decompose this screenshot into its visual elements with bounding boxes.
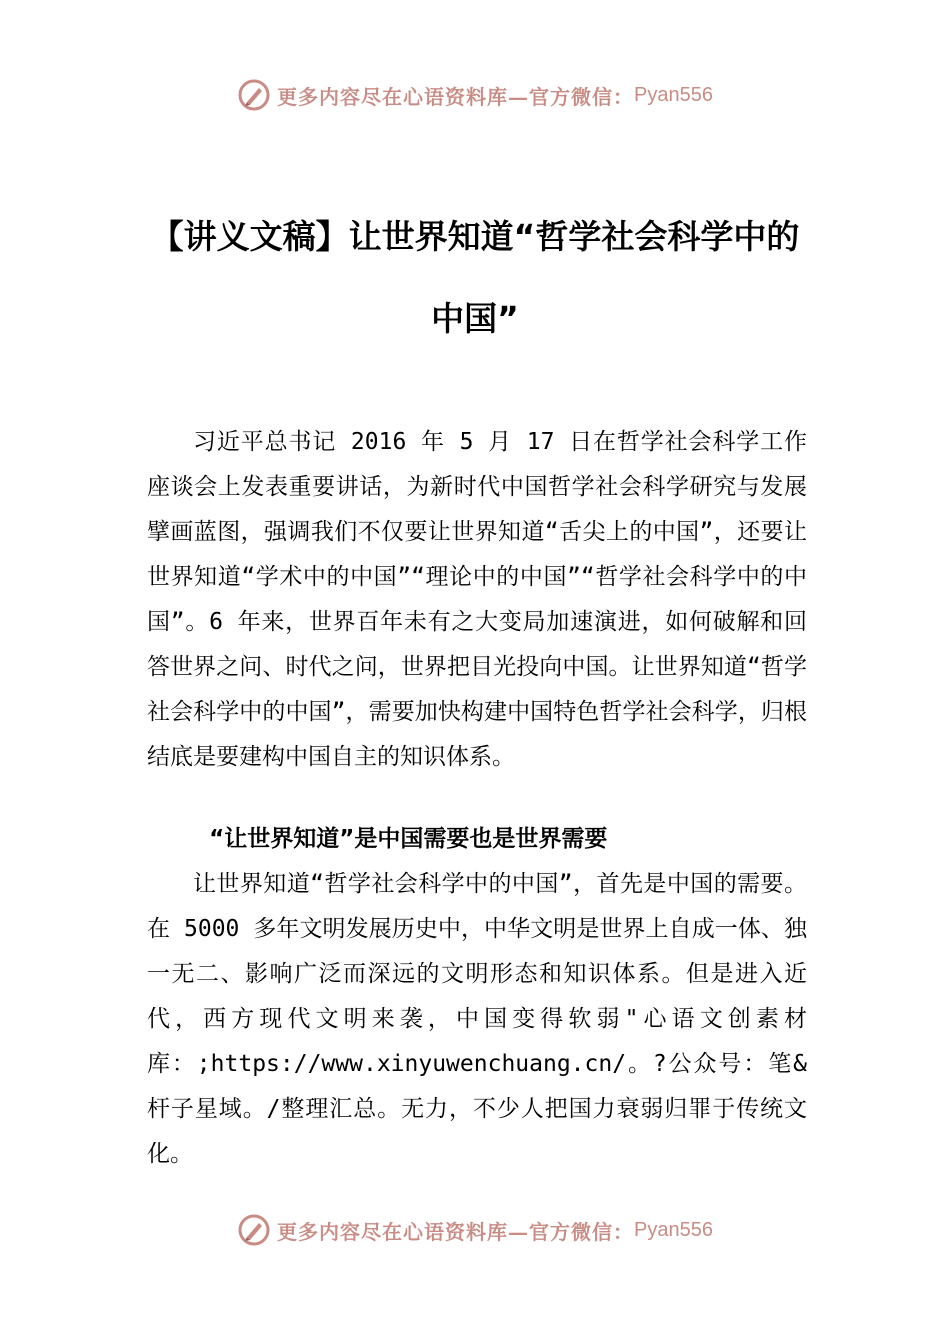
- footer-banner: [0, 1210, 950, 1250]
- pen-logo-icon: [237, 78, 271, 112]
- paragraph-2: [147, 862, 807, 1177]
- footer-banner-id: Pyan556: [634, 1218, 713, 1241]
- header-banner: [0, 75, 950, 115]
- footer-banner-text: 更多内容尽在心语资料库—官方微信：: [277, 1219, 635, 1244]
- paragraph-1: [147, 420, 807, 780]
- document-title: 【讲义文稿】让世界知道“哲学社会科学中的中国”: [150, 217, 800, 338]
- pen-logo-icon: [237, 1213, 271, 1247]
- subheading: “让世界知道”是中国需要也是世界需要: [209, 826, 608, 852]
- paragraph-1-text: 习近平总书记 2016 年 5 月 17 日在哲学社会科学工作座谈会上发表重要讲话，为新时代中国哲学社会科学研究与发展擘画蓝图，强调我们不仅要让世界知道“舌尖上的中国”，还要让世界知道“学术中的中国”“理论中的中国”“哲学社会科学中的中国”。6 年来，世界百年未有之大变局加速演进，如何破解和回答世界之问、时代之问，世界把目光投向中国。让世界知道“哲学社会科学中的中国”，需要加快构建中国特色哲学社会科学，归根结底是要建构中国自主的知识体系。: [147, 429, 807, 770]
- paragraph-2-text: 让世界知道“哲学社会科学中的中国”，首先是中国的需要。在 5000 多年文明发展历史中，中华文明是世界上自成一体、独一无二、影响广泛而深远的文明形态和知识体系。但是进入近代，西方现代文明来袭，中国变得软弱"心语文创素材库：;https://www.xinyuwenchuang.cn/。?公众号：笔&杆子星域。/整理汇总。无力，不少人把国力衰弱归罪于传统文化。: [147, 871, 807, 1167]
- header-banner-text: 更多内容尽在心语资料库—官方微信：: [277, 84, 635, 109]
- header-banner-id: Pyan556: [634, 83, 713, 106]
